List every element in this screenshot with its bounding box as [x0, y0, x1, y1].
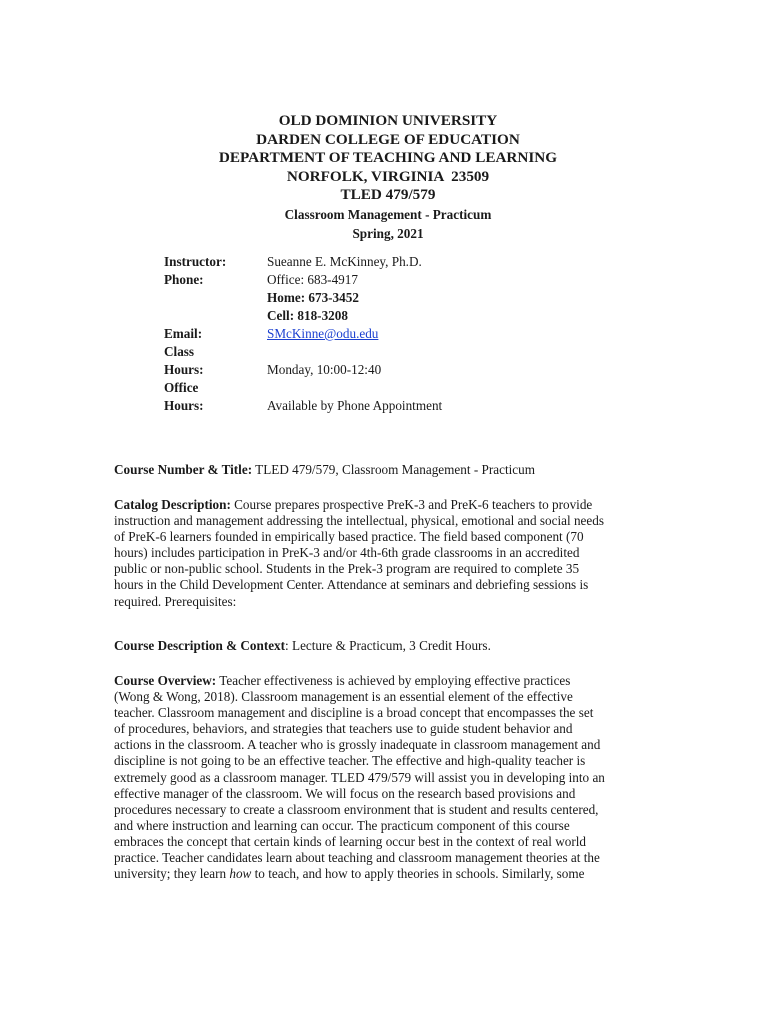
catalog-line: hours in the Child Development Center. Attendance at seminars and debriefing sessions is [114, 577, 589, 593]
email-link[interactable]: SMcKinne@odu.edu [267, 326, 379, 341]
office-hours-row-1 [164, 379, 442, 397]
term: Spring, 2021 [352, 226, 424, 242]
class-hours-value: Monday, 10:00-12:40 [267, 362, 382, 377]
overview-line: discipline is not going to be an effective teacher. The effective and high-quality teacher is [114, 753, 586, 769]
instructor-label: Instructor: [164, 254, 227, 269]
overview-section [114, 673, 660, 882]
syllabus-header [0, 112, 768, 243]
instructor-value: Sueanne E. McKinney, Ph.D. [267, 254, 422, 269]
catalog-line: hours) includes participation in PreK-3 and/or 4th-6th grade classrooms in an accredited [114, 545, 580, 561]
university-name: OLD DOMINION UNIVERSITY [278, 112, 498, 129]
class-hours-row-1 [164, 343, 442, 361]
phone-office: Office: 683-4917 [267, 272, 358, 287]
email-label: Email: [164, 326, 203, 341]
description-text: : Lecture & Practicum, 3 Credit Hours. [285, 638, 491, 653]
overview-heading: Course Overview: [114, 673, 217, 688]
overview-line: of procedures, behaviors, and strategies that teachers use to guide student behavior and [114, 721, 573, 737]
catalog-line: instruction and management addressing the intellectual, physical, emotional and social needs [114, 513, 604, 529]
catalog-line: of PreK-6 learners founded in empirically based practice. The field based component (70 [114, 529, 584, 545]
home-phone-row [164, 289, 442, 307]
office-hours-label-2: Hours: [164, 398, 204, 413]
class-hours-row-2 [164, 361, 442, 379]
overview-line: actions in the classroom. A teacher who is grossly inadequate in classroom management and [114, 737, 601, 753]
overview-line: and where instruction and learning can occur. The practicum component of this course [114, 817, 570, 833]
office-hours-value: Available by Phone Appointment [267, 398, 443, 413]
department-name: DEPARTMENT OF TEACHING AND LEARNING [218, 149, 558, 167]
overview-line: (Wong & Wong, 2018). Classroom management is an essential element of the effective [114, 689, 573, 705]
emphasis-how: how [229, 866, 252, 882]
overview-line: teacher. Classroom management and discipline is a broad concept that encompasses the set [114, 705, 594, 721]
phone-cell: Cell: 818-3208 [267, 308, 348, 323]
overview-line: effective manager of the classroom. We will focus on the research based provisions and [114, 785, 576, 801]
course-number-heading: Course Number & Title: [114, 462, 253, 477]
overview-line-1: Teacher effectiveness is achieved by employing effective practices [216, 673, 571, 688]
location: NORFOLK, VIRGINIA 23509 [286, 167, 490, 185]
college-name: DARDEN COLLEGE OF EDUCATION [256, 130, 520, 148]
overview-last-line: university; they learn how to teach, and how to apply theories in schools. Similarly, some [114, 866, 585, 882]
phone-row [164, 271, 442, 289]
contact-info [164, 253, 442, 415]
email-row [164, 325, 442, 343]
cell-phone-row [164, 307, 442, 325]
class-hours-label-1: Class [164, 344, 195, 359]
catalog-line: public or non-public school. Students in the Prek-3 program are required to complete 35 [114, 561, 580, 577]
office-hours-label-1: Office [164, 380, 199, 395]
course-number-text: TLED 479/579, Classroom Management - Practicum [252, 462, 535, 477]
course-code: TLED 479/579 [340, 186, 436, 204]
overview-line: extremely good as a classroom manager. TLED 479/579 will assist you in developing into an [114, 769, 605, 785]
description-section [114, 638, 660, 654]
phone-home: Home: 673-3452 [267, 290, 359, 305]
catalog-line: required. Prerequisites: [114, 593, 237, 609]
course-name: Classroom Management - Practicum [284, 206, 492, 222]
instructor-row [164, 253, 442, 271]
phone-label: Phone: [164, 272, 204, 287]
catalog-heading: Catalog Description: [114, 497, 231, 512]
catalog-line-1: Course prepares prospective PreK-3 and PreK-6 teachers to provide [230, 497, 593, 512]
overview-line: practice. Teacher candidates learn about teaching and classroom management theories at the [114, 850, 600, 866]
course-number-section [114, 462, 660, 478]
office-hours-row-2 [164, 397, 442, 415]
overview-line: procedures necessary to create a classroom environment that is student and results centered, [114, 801, 599, 817]
overview-line: embraces the concept that certain kinds of learning occur best in the context of real world [114, 833, 587, 849]
description-heading: Course Description & Context [114, 638, 286, 653]
class-hours-label-2: Hours: [164, 362, 204, 377]
catalog-section [114, 497, 660, 610]
